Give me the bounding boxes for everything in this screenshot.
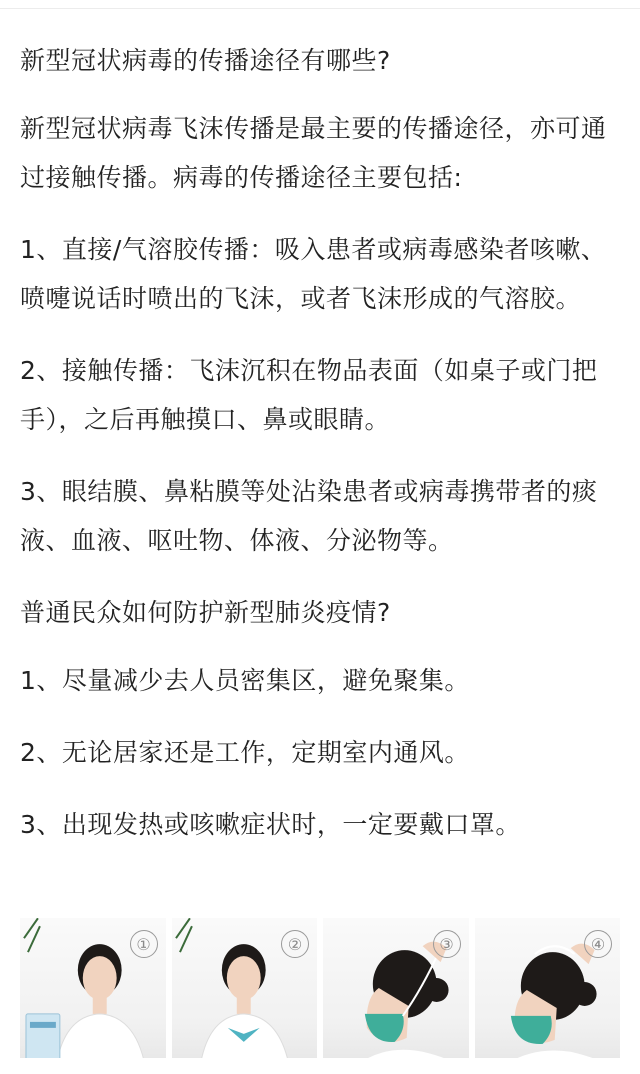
- mask-step-1-photo: [20, 918, 166, 1068]
- paragraph-tip-3: 3、出现发热或咳嗽症状时，一定要戴口罩。: [20, 810, 521, 839]
- bottom-edge: [0, 1058, 640, 1074]
- article-body: [20, 36, 630, 872]
- mask-step-4-photo: [475, 918, 621, 1068]
- paragraph-route-2: 2、接触传播：飞沫沉积在物品表面（如桌子或门把手），之后再触摸口、鼻或眼睛。: [20, 356, 598, 434]
- paragraph-tip-2: 2、无论居家还是工作，定期室内通风。: [20, 738, 470, 767]
- mask-step-2-photo: [172, 918, 318, 1068]
- mask-steps-image: [20, 918, 620, 1068]
- section-heading-protection: 普通民众如何防护新型肺炎疫情?: [20, 598, 391, 627]
- step-marker-4: ④: [584, 930, 612, 958]
- step-marker-1: ①: [130, 930, 158, 958]
- step-marker-2: ②: [281, 930, 309, 958]
- top-divider: [0, 0, 640, 9]
- section-heading-transmission: 新型冠状病毒的传播途径有哪些?: [20, 46, 391, 75]
- paragraph-intro: 新型冠状病毒飞沫传播是最主要的传播途径，亦可通过接触传播。病毒的传播途径主要包括:: [20, 114, 607, 192]
- mask-step-3-photo: [323, 918, 469, 1068]
- step-marker-3: ③: [433, 930, 461, 958]
- paragraph-route-1: 1、直接/气溶胶传播：吸入患者或病毒感染者咳嗽、喷嚏说话时喷出的飞沫，或者飞沫形成的气溶胶。: [20, 235, 607, 313]
- paragraph-tip-1: 1、尽量减少去人员密集区，避免聚集。: [20, 666, 470, 695]
- paragraph-route-3: 3、眼结膜、鼻粘膜等处沾染患者或病毒携带者的痰液、血液、呕吐物、体液、分泌物等。: [20, 477, 598, 555]
